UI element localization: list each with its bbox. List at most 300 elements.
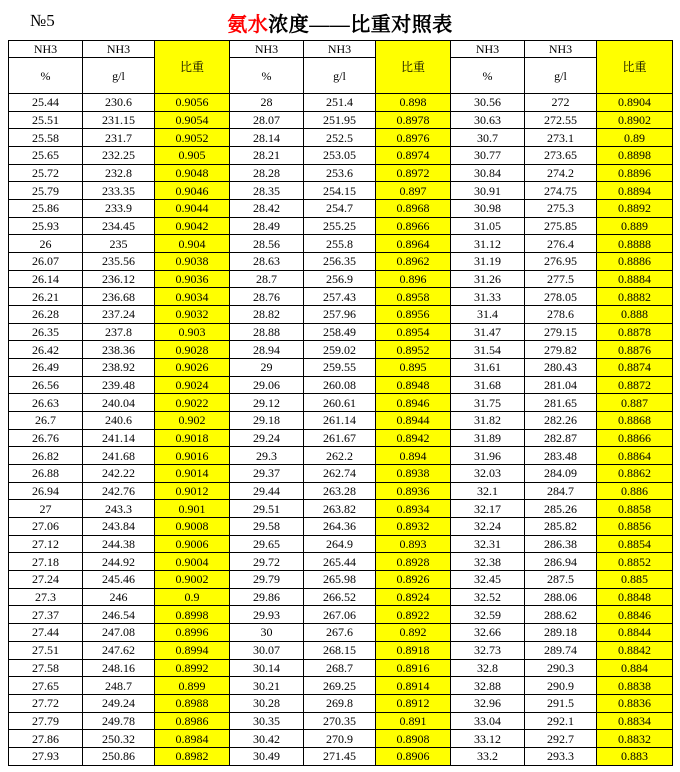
gravity-cell: 0.8984 [155,730,230,748]
gravity-cell: 0.892 [376,624,451,642]
nh3-g-per-l-cell: 257.43 [304,288,376,306]
gravity-cell: 0.8882 [597,288,673,306]
table-row [9,323,673,341]
gravity-cell: 0.8832 [597,730,673,748]
nh3-g-per-l-cell: 265.98 [304,571,376,589]
nh3-g-per-l-cell: 254.7 [304,200,376,218]
gravity-cell: 0.9036 [155,270,230,288]
nh3-g-per-l-cell: 240.04 [83,394,155,412]
gravity-cell: 0.896 [376,270,451,288]
nh3-percent-cell: 26.63 [9,394,83,412]
nh3-g-per-l-cell: 277.5 [525,270,597,288]
nh3-percent-cell: 29.86 [230,588,304,606]
concentration-gravity-table [8,40,673,766]
gravity-cell: 0.8918 [376,641,451,659]
gravity-cell: 0.8878 [597,323,673,341]
gravity-cell: 0.884 [597,659,673,677]
nh3-g-per-l-cell: 249.78 [83,712,155,730]
nh3-percent-cell: 28.94 [230,341,304,359]
nh3-percent-cell: 29.06 [230,376,304,394]
gravity-cell: 0.8856 [597,518,673,536]
gravity-cell: 0.8858 [597,500,673,518]
table-row [9,730,673,748]
gravity-cell: 0.9042 [155,217,230,235]
nh3-g-per-l-cell: 268.15 [304,641,376,659]
header-nh3: NH3 [83,41,155,58]
gravity-cell: 0.8868 [597,412,673,430]
gravity-cell: 0.8884 [597,270,673,288]
table-row [9,164,673,182]
gravity-cell: 0.885 [597,571,673,589]
nh3-percent-cell: 28.42 [230,200,304,218]
nh3-percent-cell: 27.18 [9,553,83,571]
gravity-cell: 0.8834 [597,712,673,730]
nh3-g-per-l-cell: 265.44 [304,553,376,571]
nh3-g-per-l-cell: 232.8 [83,164,155,182]
table-row [9,235,673,253]
nh3-percent-cell: 28.56 [230,235,304,253]
nh3-percent-cell: 32.38 [451,553,525,571]
gravity-cell: 0.891 [376,712,451,730]
gravity-cell: 0.8938 [376,465,451,483]
nh3-percent-cell: 30.49 [230,747,304,765]
nh3-g-per-l-cell: 264.36 [304,518,376,536]
sheet-number: №5 [30,11,55,30]
nh3-percent-cell: 27.93 [9,747,83,765]
gravity-cell: 0.8972 [376,164,451,182]
nh3-percent-cell: 32.88 [451,677,525,695]
nh3-percent-cell: 25.86 [9,200,83,218]
gravity-cell: 0.8934 [376,500,451,518]
nh3-percent-cell: 27.06 [9,518,83,536]
nh3-percent-cell: 30.21 [230,677,304,695]
nh3-percent-cell: 26.49 [9,359,83,377]
nh3-g-per-l-cell: 259.02 [304,341,376,359]
nh3-percent-cell: 29.93 [230,606,304,624]
nh3-percent-cell: 27.72 [9,694,83,712]
table-row [9,712,673,730]
nh3-g-per-l-cell: 290.3 [525,659,597,677]
gravity-cell: 0.9006 [155,535,230,553]
nh3-percent-cell: 25.93 [9,217,83,235]
nh3-g-per-l-cell: 272.55 [525,111,597,129]
gravity-cell: 0.9014 [155,465,230,483]
nh3-g-per-l-cell: 292.7 [525,730,597,748]
nh3-percent-cell: 30.77 [451,147,525,165]
gravity-cell: 0.8958 [376,288,451,306]
nh3-g-per-l-cell: 269.25 [304,677,376,695]
nh3-g-per-l-cell: 234.45 [83,217,155,235]
nh3-g-per-l-cell: 285.82 [525,518,597,536]
nh3-g-per-l-cell: 247.62 [83,641,155,659]
header-g-per-l: g/l [525,58,597,94]
nh3-percent-cell: 29.18 [230,412,304,430]
nh3-g-per-l-cell: 270.9 [304,730,376,748]
gravity-cell: 0.901 [155,500,230,518]
gravity-cell: 0.904 [155,235,230,253]
nh3-g-per-l-cell: 271.45 [304,747,376,765]
nh3-percent-cell: 30.63 [451,111,525,129]
nh3-percent-cell: 26.14 [9,270,83,288]
gravity-cell: 0.9034 [155,288,230,306]
nh3-percent-cell: 27.86 [9,730,83,748]
gravity-cell: 0.893 [376,535,451,553]
nh3-percent-cell: 32.52 [451,588,525,606]
nh3-g-per-l-cell: 255.8 [304,235,376,253]
nh3-percent-cell: 29 [230,359,304,377]
gravity-cell: 0.8986 [155,712,230,730]
table-row [9,217,673,235]
nh3-percent-cell: 32.59 [451,606,525,624]
table-header [9,41,673,94]
nh3-percent-cell: 28.7 [230,270,304,288]
header-row-1 [9,41,673,58]
gravity-cell: 0.8842 [597,641,673,659]
gravity-cell: 0.9056 [155,94,230,112]
nh3-g-per-l-cell: 286.94 [525,553,597,571]
nh3-percent-cell: 32.8 [451,659,525,677]
nh3-g-per-l-cell: 240.6 [83,412,155,430]
title-bar [0,6,680,38]
nh3-g-per-l-cell: 275.85 [525,217,597,235]
nh3-percent-cell: 27 [9,500,83,518]
nh3-percent-cell: 32.03 [451,465,525,483]
nh3-percent-cell: 25.44 [9,94,83,112]
nh3-g-per-l-cell: 278.05 [525,288,597,306]
nh3-g-per-l-cell: 261.14 [304,412,376,430]
gravity-cell: 0.8942 [376,429,451,447]
nh3-percent-cell: 31.75 [451,394,525,412]
nh3-percent-cell: 30 [230,624,304,642]
nh3-percent-cell: 28.76 [230,288,304,306]
gravity-cell: 0.9026 [155,359,230,377]
nh3-g-per-l-cell: 292.1 [525,712,597,730]
gravity-cell: 0.8926 [376,571,451,589]
gravity-cell: 0.8982 [155,747,230,765]
nh3-g-per-l-cell: 232.25 [83,147,155,165]
nh3-percent-cell: 29.24 [230,429,304,447]
table-row [9,341,673,359]
nh3-g-per-l-cell: 236.12 [83,270,155,288]
nh3-percent-cell: 27.24 [9,571,83,589]
table-row [9,94,673,112]
nh3-g-per-l-cell: 263.28 [304,482,376,500]
nh3-percent-cell: 31.4 [451,306,525,324]
header-g-per-l: g/l [304,58,376,94]
table-row [9,288,673,306]
gravity-cell: 0.895 [376,359,451,377]
gravity-cell: 0.8892 [597,200,673,218]
gravity-cell: 0.905 [155,147,230,165]
gravity-cell: 0.8886 [597,253,673,271]
gravity-cell: 0.8956 [376,306,451,324]
nh3-g-per-l-cell: 244.92 [83,553,155,571]
header-percent: % [9,58,83,94]
nh3-g-per-l-cell: 243.3 [83,500,155,518]
table-row [9,553,673,571]
gravity-cell: 0.9038 [155,253,230,271]
nh3-percent-cell: 32.17 [451,500,525,518]
nh3-percent-cell: 27.79 [9,712,83,730]
table-body [9,94,673,766]
header-percent: % [230,58,304,94]
nh3-percent-cell: 28.21 [230,147,304,165]
page-title-accent: 氨水 [227,14,269,36]
gravity-cell: 0.8922 [376,606,451,624]
gravity-cell: 0.9004 [155,553,230,571]
nh3-percent-cell: 28.35 [230,182,304,200]
nh3-percent-cell: 26.7 [9,412,83,430]
nh3-percent-cell: 26.28 [9,306,83,324]
nh3-percent-cell: 28.63 [230,253,304,271]
nh3-g-per-l-cell: 279.82 [525,341,597,359]
nh3-percent-cell: 26.76 [9,429,83,447]
nh3-percent-cell: 31.26 [451,270,525,288]
nh3-g-per-l-cell: 276.95 [525,253,597,271]
header-row-2 [9,58,673,94]
nh3-g-per-l-cell: 235.56 [83,253,155,271]
nh3-percent-cell: 30.42 [230,730,304,748]
gravity-cell: 0.9052 [155,129,230,147]
nh3-percent-cell: 26.35 [9,323,83,341]
nh3-percent-cell: 31.33 [451,288,525,306]
gravity-cell: 0.8916 [376,659,451,677]
gravity-cell: 0.8962 [376,253,451,271]
gravity-cell: 0.8914 [376,677,451,695]
gravity-cell: 0.9044 [155,200,230,218]
nh3-g-per-l-cell: 273.1 [525,129,597,147]
nh3-g-per-l-cell: 246.54 [83,606,155,624]
header-nh3: NH3 [304,41,376,58]
nh3-g-per-l-cell: 272 [525,94,597,112]
gravity-cell: 0.9048 [155,164,230,182]
nh3-percent-cell: 27.37 [9,606,83,624]
table-row [9,659,673,677]
table-row [9,535,673,553]
table-row [9,588,673,606]
gravity-cell: 0.8992 [155,659,230,677]
nh3-g-per-l-cell: 258.49 [304,323,376,341]
table-row [9,606,673,624]
nh3-g-per-l-cell: 238.92 [83,359,155,377]
nh3-g-per-l-cell: 278.6 [525,306,597,324]
header-nh3: NH3 [9,41,83,58]
gravity-cell: 0.8964 [376,235,451,253]
nh3-percent-cell: 29.44 [230,482,304,500]
gravity-cell: 0.894 [376,447,451,465]
nh3-g-per-l-cell: 276.4 [525,235,597,253]
nh3-g-per-l-cell: 289.74 [525,641,597,659]
gravity-cell: 0.8974 [376,147,451,165]
nh3-percent-cell: 29.72 [230,553,304,571]
nh3-percent-cell: 26.42 [9,341,83,359]
nh3-percent-cell: 30.14 [230,659,304,677]
header-nh3: NH3 [451,41,525,58]
gravity-cell: 0.9016 [155,447,230,465]
nh3-g-per-l-cell: 231.15 [83,111,155,129]
nh3-percent-cell: 29.12 [230,394,304,412]
nh3-percent-cell: 30.84 [451,164,525,182]
gravity-cell: 0.8978 [376,111,451,129]
nh3-percent-cell: 31.68 [451,376,525,394]
nh3-percent-cell: 30.91 [451,182,525,200]
table-row [9,147,673,165]
nh3-g-per-l-cell: 282.26 [525,412,597,430]
nh3-g-per-l-cell: 236.68 [83,288,155,306]
gravity-cell: 0.8954 [376,323,451,341]
header-gravity: 比重 [597,41,673,94]
nh3-g-per-l-cell: 264.9 [304,535,376,553]
nh3-percent-cell: 30.07 [230,641,304,659]
nh3-percent-cell: 31.47 [451,323,525,341]
nh3-g-per-l-cell: 284.09 [525,465,597,483]
nh3-g-per-l-cell: 281.65 [525,394,597,412]
gravity-cell: 0.8848 [597,588,673,606]
nh3-g-per-l-cell: 279.15 [525,323,597,341]
table-row [9,694,673,712]
header-percent: % [451,58,525,94]
gravity-cell: 0.887 [597,394,673,412]
nh3-g-per-l-cell: 256.9 [304,270,376,288]
nh3-g-per-l-cell: 267.06 [304,606,376,624]
nh3-g-per-l-cell: 248.7 [83,677,155,695]
table-row [9,412,673,430]
nh3-g-per-l-cell: 235 [83,235,155,253]
nh3-g-per-l-cell: 273.65 [525,147,597,165]
nh3-g-per-l-cell: 253.05 [304,147,376,165]
gravity-cell: 0.8924 [376,588,451,606]
nh3-percent-cell: 32.73 [451,641,525,659]
gravity-cell: 0.9022 [155,394,230,412]
gravity-cell: 0.8862 [597,465,673,483]
nh3-percent-cell: 29.79 [230,571,304,589]
gravity-cell: 0.9046 [155,182,230,200]
nh3-percent-cell: 27.51 [9,641,83,659]
nh3-percent-cell: 31.89 [451,429,525,447]
nh3-g-per-l-cell: 261.67 [304,429,376,447]
nh3-percent-cell: 26 [9,235,83,253]
nh3-g-per-l-cell: 248.16 [83,659,155,677]
nh3-g-per-l-cell: 274.75 [525,182,597,200]
nh3-g-per-l-cell: 260.61 [304,394,376,412]
nh3-g-per-l-cell: 288.62 [525,606,597,624]
gravity-cell: 0.8902 [597,111,673,129]
nh3-g-per-l-cell: 239.48 [83,376,155,394]
gravity-cell: 0.8896 [597,164,673,182]
table-row [9,571,673,589]
gravity-cell: 0.8894 [597,182,673,200]
nh3-g-per-l-cell: 288.06 [525,588,597,606]
gravity-cell: 0.883 [597,747,673,765]
nh3-percent-cell: 29.58 [230,518,304,536]
nh3-g-per-l-cell: 269.8 [304,694,376,712]
gravity-cell: 0.8928 [376,553,451,571]
nh3-percent-cell: 29.51 [230,500,304,518]
nh3-g-per-l-cell: 243.84 [83,518,155,536]
nh3-g-per-l-cell: 230.6 [83,94,155,112]
nh3-g-per-l-cell: 233.9 [83,200,155,218]
nh3-percent-cell: 27.3 [9,588,83,606]
gravity-cell: 0.8966 [376,217,451,235]
nh3-g-per-l-cell: 257.96 [304,306,376,324]
nh3-g-per-l-cell: 247.08 [83,624,155,642]
gravity-cell: 0.9 [155,588,230,606]
nh3-g-per-l-cell: 255.25 [304,217,376,235]
table-row [9,482,673,500]
table-row [9,677,673,695]
nh3-g-per-l-cell: 287.5 [525,571,597,589]
nh3-percent-cell: 30.98 [451,200,525,218]
nh3-g-per-l-cell: 245.46 [83,571,155,589]
nh3-g-per-l-cell: 283.48 [525,447,597,465]
nh3-percent-cell: 25.72 [9,164,83,182]
gravity-cell: 0.9012 [155,482,230,500]
nh3-percent-cell: 30.56 [451,94,525,112]
nh3-g-per-l-cell: 268.7 [304,659,376,677]
gravity-cell: 0.8874 [597,359,673,377]
gravity-cell: 0.9002 [155,571,230,589]
nh3-percent-cell: 27.44 [9,624,83,642]
nh3-g-per-l-cell: 241.14 [83,429,155,447]
gravity-cell: 0.8852 [597,553,673,571]
gravity-cell: 0.9032 [155,306,230,324]
gravity-cell: 0.8888 [597,235,673,253]
nh3-percent-cell: 29.65 [230,535,304,553]
nh3-percent-cell: 32.45 [451,571,525,589]
nh3-percent-cell: 32.1 [451,482,525,500]
table-row [9,129,673,147]
nh3-percent-cell: 28.07 [230,111,304,129]
nh3-g-per-l-cell: 254.15 [304,182,376,200]
gravity-cell: 0.8906 [376,747,451,765]
nh3-g-per-l-cell: 284.7 [525,482,597,500]
gravity-cell: 0.8908 [376,730,451,748]
header-g-per-l: g/l [83,58,155,94]
table-row [9,641,673,659]
nh3-g-per-l-cell: 291.5 [525,694,597,712]
nh3-percent-cell: 28.88 [230,323,304,341]
gravity-cell: 0.8936 [376,482,451,500]
nh3-percent-cell: 30.28 [230,694,304,712]
gravity-cell: 0.8946 [376,394,451,412]
gravity-cell: 0.886 [597,482,673,500]
nh3-g-per-l-cell: 266.52 [304,588,376,606]
header-nh3: NH3 [230,41,304,58]
gravity-cell: 0.8998 [155,606,230,624]
nh3-g-per-l-cell: 251.95 [304,111,376,129]
nh3-percent-cell: 31.05 [451,217,525,235]
nh3-percent-cell: 26.21 [9,288,83,306]
nh3-g-per-l-cell: 237.8 [83,323,155,341]
gravity-cell: 0.8904 [597,94,673,112]
table-row [9,624,673,642]
gravity-cell: 0.8866 [597,429,673,447]
nh3-percent-cell: 25.65 [9,147,83,165]
nh3-percent-cell: 31.12 [451,235,525,253]
table-row [9,500,673,518]
nh3-g-per-l-cell: 274.2 [525,164,597,182]
table-row [9,747,673,765]
nh3-g-per-l-cell: 251.4 [304,94,376,112]
nh3-percent-cell: 27.58 [9,659,83,677]
gravity-cell: 0.8876 [597,341,673,359]
nh3-g-per-l-cell: 242.22 [83,465,155,483]
nh3-percent-cell: 31.61 [451,359,525,377]
nh3-percent-cell: 29.3 [230,447,304,465]
gravity-cell: 0.8898 [597,147,673,165]
nh3-g-per-l-cell: 275.3 [525,200,597,218]
table-row [9,376,673,394]
